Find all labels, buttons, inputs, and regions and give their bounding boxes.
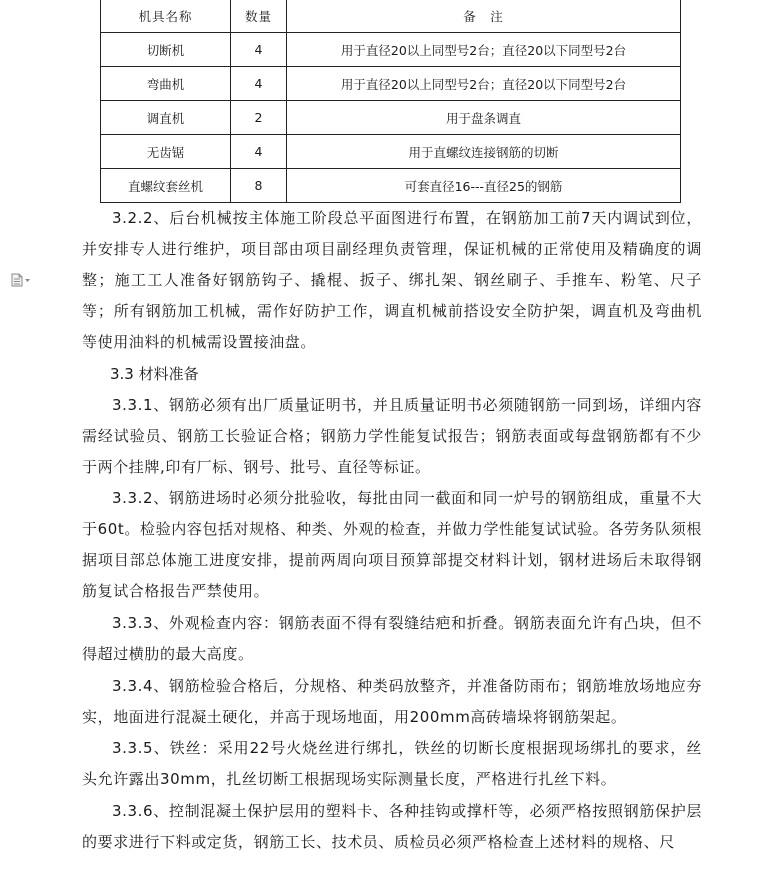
table-cell: 弯曲机	[101, 67, 231, 101]
table-header: 数量	[231, 0, 287, 33]
table-cell: 无齿锯	[101, 135, 231, 169]
table-row	[101, 135, 681, 169]
table-cell: 8	[231, 169, 287, 203]
paragraph-3-3-4: 3.3.4、钢筋检验合格后，分规格、种类码放整齐，并准备防雨布；钢筋堆放场地应夯实，地面进行混凝土硬化，并高于现场地面，用200mm高砖墙垛将钢筋架起。	[82, 677, 702, 726]
table-header: 机具名称	[101, 0, 231, 33]
table-cell: 4	[231, 67, 287, 101]
section-heading-3-3: 3.3 材料准备	[110, 365, 199, 383]
paragraph-3-3-1: 3.3.1、钢筋必须有出厂质量证明书，并且质量证明书必须随钢筋一同到场，详细内容需经试验员、钢筋工长验证合格；钢筋力学性能复试报告；钢筋表面或每盘钢筋都有不少于两个挂牌,印有厂标、钢号、批号、直径等标证。	[82, 396, 702, 476]
machine-table	[100, 0, 681, 203]
paragraph-3-2-2: 3.2.2、后台机械按主体施工阶段总平面图进行布置，在钢筋加工前7天内调试到位，并安排专人进行维护，项目部由项目副经理负责管理，保证机械的正常使用及精确度的调整；施工工人准备好钢筋钩子、撬棍、扳子、绑扎架、钢丝刷子、手推车、粉笔、尺子等；所有钢筋加工机械，需作好防护工作，调直机械前搭设安全防护架，调直机及弯曲机等使用油料的机械需设置接油盘。	[82, 209, 702, 351]
table-cell: 切断机	[101, 33, 231, 67]
table-header-row	[101, 0, 681, 33]
table-cell: 4	[231, 33, 287, 67]
table-row	[101, 101, 681, 135]
table-cell: 用于直螺纹连接钢筋的切断	[287, 135, 681, 169]
table-cell: 调直机	[101, 101, 231, 135]
table-cell: 直螺纹套丝机	[101, 169, 231, 203]
paragraph-3-3-5: 3.3.5、铁丝：采用22号火烧丝进行绑扎，铁丝的切断长度根据现场绑扎的要求，丝头允许露出30mm，扎丝切断工根据现场实际测量长度，严格进行扎丝下料。	[82, 739, 702, 788]
table-cell: 2	[231, 101, 287, 135]
table-cell: 用于盘条调直	[287, 101, 681, 135]
table-header: 备 注	[287, 0, 681, 33]
table-cell: 4	[231, 135, 287, 169]
paragraph-3-3-3: 3.3.3、外观检查内容：钢筋表面不得有裂缝结疤和折叠。钢筋表面允许有凸块，但不得超过横肋的最大高度。	[82, 614, 702, 663]
paragraph-3-3-6: 3.3.6、控制混凝土保护层用的塑料卡、各种挂钩或撑杆等，必须严格按照钢筋保护层的要求进行下料或定货，钢筋工长、技术员、质检员必须严格检查上述材料的规格、尺	[82, 802, 702, 851]
paragraph-3-3-2: 3.3.2、钢筋进场时必须分批验收，每批由同一截面和同一炉号的钢筋组成，重量不大于60t。检验内容包括对规格、种类、外观的检查，并做力学性能复试试验。各劳务队须根据项目部总体施工进度安排，提前两周向项目预算部提交材料计划，钢材进场后未取得钢筋复试合格报告严禁使用。	[82, 489, 702, 600]
table-row	[101, 169, 681, 203]
table-cell: 可套直径16---直径25的钢筋	[287, 169, 681, 203]
table-row	[101, 33, 681, 67]
table-row	[101, 67, 681, 101]
table-cell: 用于直径20以上同型号2台；直径20以下同型号2台	[287, 33, 681, 67]
table-cell: 用于直径20以上同型号2台；直径20以下同型号2台	[287, 67, 681, 101]
document-icon[interactable]	[10, 272, 32, 286]
